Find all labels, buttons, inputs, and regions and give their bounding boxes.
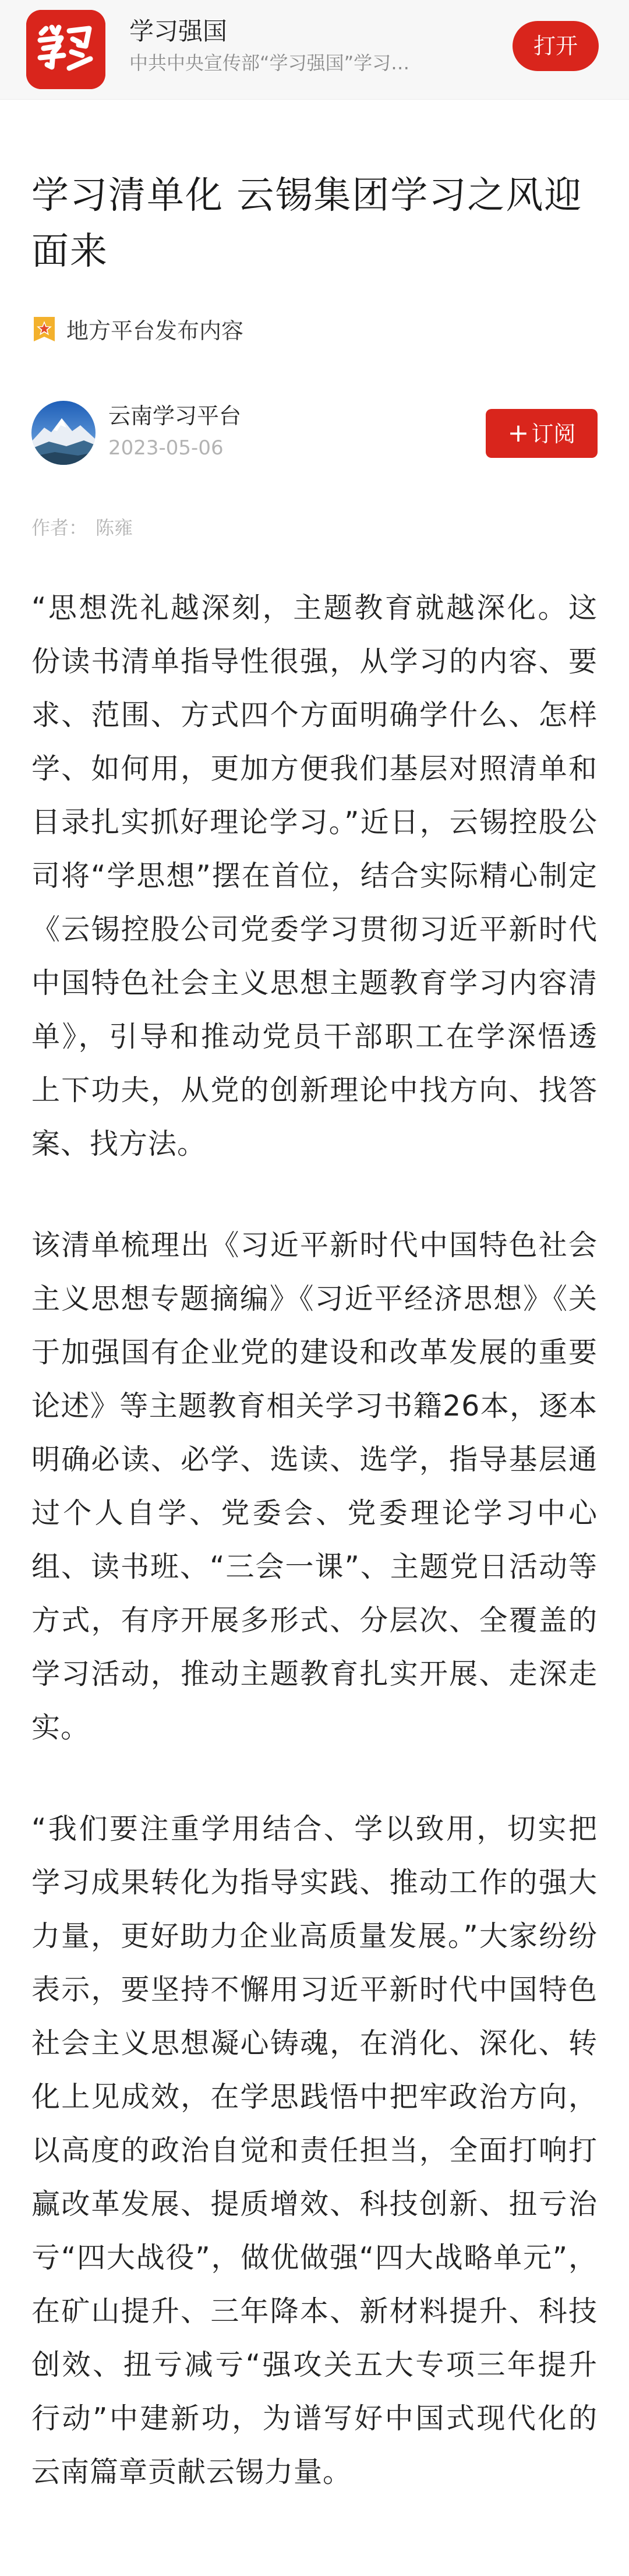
author-name: 陈雍 — [96, 517, 133, 539]
publisher-row — [31, 401, 598, 465]
article-paragraph: “思想洗礼越深刻，主题教育就越深化。这份读书清单指导性很强，从学习的内容、要求、范围、方式四个方面明确学什么、怎样学、如何用，更加方便我们基层对照清单和目录扎实抓好理论学习。”近日，云锡控股公司将“学思想”摆在首位，结合实际精心制定《云锡控股公司党委学习贯彻习近平新时代中国特色社会主义思想主题教育学习内容清单》，引导和推动党员干部职工在学深悟透上下功夫，从党的创新理论中找方向、找答案、找方法。 — [31, 591, 598, 1160]
app-name: 学习强国 — [129, 17, 228, 45]
open-app-button[interactable]: 打开 — [513, 21, 599, 71]
plus-icon: + — [507, 418, 529, 448]
publisher-name[interactable]: 云南学习平台 — [108, 403, 242, 429]
article-title: 学习清单化 云锡集团学习之风迎面来 — [31, 174, 583, 273]
subscribe-button[interactable] — [486, 409, 598, 458]
article-body — [31, 581, 598, 2499]
star-badge-icon — [31, 316, 57, 346]
article-paragraph: 该清单梳理出《习近平新时代中国特色社会主义思想专题摘编》《习近平经济思想》《关于加强国有企业党的建设和改革发展的重要论述》等主题教育相关学习书籍26本，逐本明确必读、必学、选读、选学，指导基层通过个人自学、党委会、党委理论学习中心组、读书班、“三会一课”、主题党日活动等方式，有序开展多形式、分层次、全覆盖的学习活动，推动主题教育扎实开展、走深走实。 — [31, 1229, 598, 1744]
source-label: 地方平台发布内容 — [66, 318, 244, 344]
article-paragraph: “我们要注重学用结合、学以致用，切实把学习成果转化为指导实践、推动工作的强大力量，更好助力企业高质量发展。”大家纷纷表示，要坚持不懈用习近平新时代中国特色社会主义思想凝心铸魂，在消化、深化、转化上见成效，在学思践悟中把牢政治方向，以高度的政治自觉和责任担当，全面打响打赢改革发展、提质增效、科技创新、扭亏治亏“四大战役”，做优做强“四大战略单元”，在矿山提升、三年降本、新材料提升、科技创效、扭亏减亏“强攻关五大专项三年提升行动”中建新功，为谱写好中国式现代化的云南篇章贡献云锡力量。 — [31, 1812, 598, 2489]
app-description: 中共中央宣传部“学习强国”学习… — [129, 52, 410, 74]
publish-date: 2023-05-06 — [108, 436, 224, 460]
source-tag — [31, 313, 243, 348]
xuexi-logo-icon[interactable] — [26, 10, 105, 89]
author-line — [31, 515, 133, 541]
author-label: 作者： — [31, 517, 88, 539]
publisher-avatar[interactable] — [31, 401, 96, 465]
subscribe-label: 订阅 — [531, 421, 576, 447]
app-download-banner — [0, 0, 629, 100]
